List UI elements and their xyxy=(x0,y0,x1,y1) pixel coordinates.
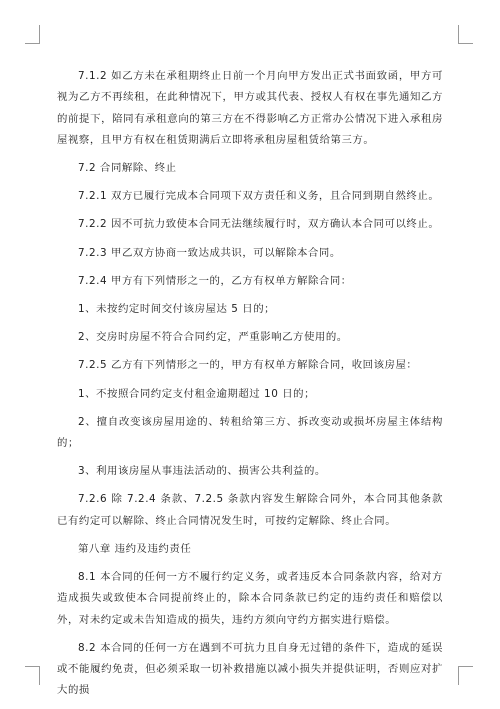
crop-mark-bottom-right xyxy=(458,666,473,685)
list-item-7-2-5-2: 2、擅自改变该房屋用途的、转租给第三方、拆改变动或损坏房屋主体结构的； xyxy=(57,415,443,450)
list-item-7-2-5-3: 3、利用该房屋从事违法活动的、损害公共利益的。 xyxy=(78,465,326,478)
crop-mark-top-left xyxy=(25,25,40,44)
paragraph-7-2-1: 7.2.1 双方已履行完成本合同项下双方责任和义务，且合同到期自然终止。 xyxy=(78,190,440,203)
list-item-7-2-5-1: 1、不按照合同约定支付租金逾期超过 10 日的； xyxy=(78,387,316,400)
paragraph-7-1-2: 7.1.2 如乙方未在承租期终止日前一个月向甲方发出正式书面致函，甲方可视为乙方不再续租，在此种情况下，甲方或其代表、授权人有权在事先通知乙方的前提下，陪同有承租意向的第三方在不得影响乙方正常办公情况下进入承租房屋视察，且甲方有权在租赁期满后立即将承租房屋租赁给第三方。 xyxy=(57,70,443,146)
chapter-8-heading: 第八章 违约及违约责任 xyxy=(78,542,192,555)
crop-mark-bottom-left xyxy=(25,666,40,685)
list-item-7-2-4-2: 2、交房时房屋不符合合同约定，严重影响乙方使用的。 xyxy=(78,331,348,344)
document-body xyxy=(57,66,443,709)
crop-mark-top-right xyxy=(458,25,473,44)
list-item-7-2-4-1: 1、未按约定时间交付该房屋达 5 日的； xyxy=(78,303,276,316)
paragraph-7-2-2: 7.2.2 因不可抗力致使本合同无法继续履行时，双方确认本合同可以终止。 xyxy=(78,218,440,231)
paragraph-7-2-6: 7.2.6 除 7.2.4 条款、7.2.5 条款内容发生解除合同外，本合同其他条款已有约定可以解除、终止合同情况发生时，可按约定解除、终止合同。 xyxy=(57,493,443,527)
heading-7-2: 7.2 合同解除、终止 xyxy=(78,162,177,175)
paragraph-8-1: 8.1 本合同的任何一方不履行约定义务，或者违反本合同条款内容，给对方造成损失或致使本合同提前终止的，除本合同条款已约定的违约责任和赔偿以外，对未约定或未告知造成的损失，违约方须向守约方据实进行赔偿。 xyxy=(57,571,443,626)
paragraph-8-2: 8.2 本合同的任何一方在遇到不可抗力且自身无过错的条件下，造成的延误或不能履约免责，但必须采取一切补救措施以减小损失并提供证明，否则应对扩大的损 xyxy=(57,641,443,697)
paragraph-7-2-5: 7.2.5 乙方有下列情形之一的，甲方有权单方解除合同，收回该房屋： xyxy=(78,359,418,372)
paragraph-7-2-3: 7.2.3 甲乙双方协商一致达成共识，可以解除本合同。 xyxy=(78,246,341,259)
paragraph-7-2-4: 7.2.4 甲方有下列情形之一的，乙方有权单方解除合同： xyxy=(78,274,352,287)
